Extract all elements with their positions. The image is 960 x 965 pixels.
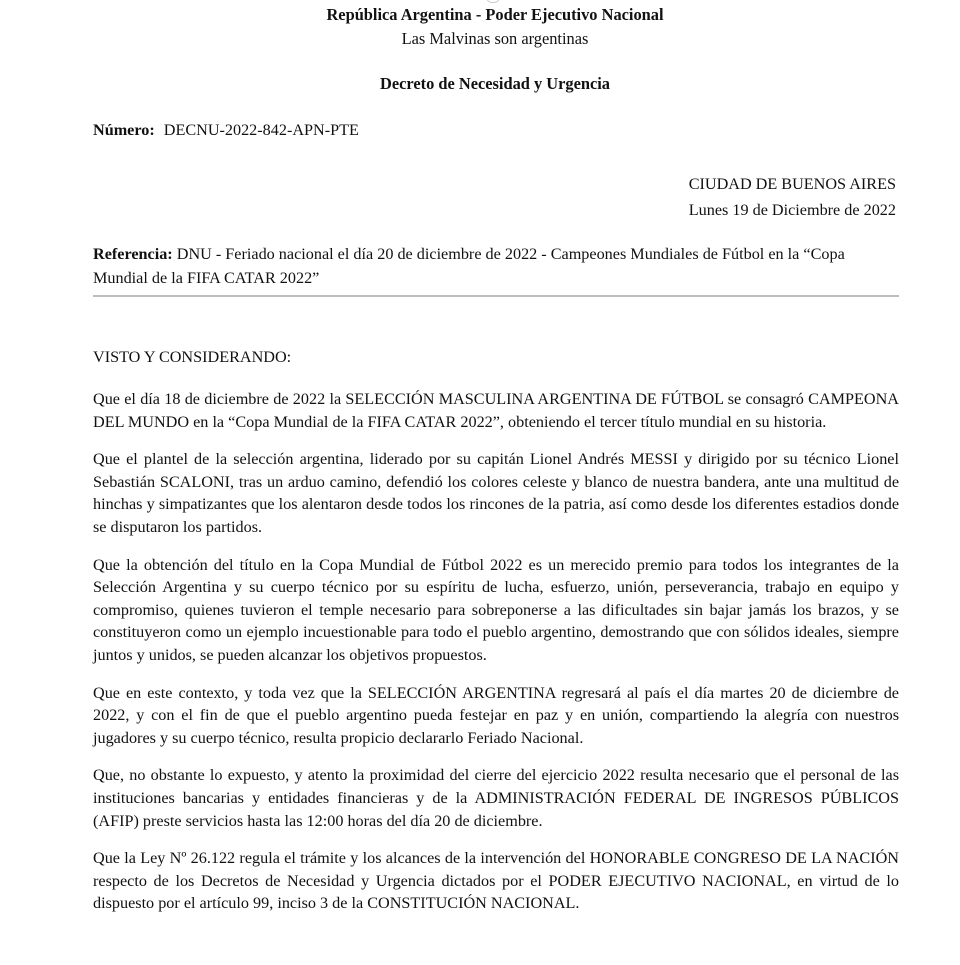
document-type-title: Decreto de Necesidad y Urgencia: [379, 74, 610, 93]
header-motto: Las Malvinas son argentinas: [401, 29, 589, 48]
document-number-label: Número:: [93, 121, 155, 139]
document-number: [93, 121, 359, 140]
considerando-paragraphs: [93, 388, 899, 930]
reference-block: [93, 242, 893, 290]
paragraph: Que, no obstante lo expuesto, y atento la proximidad del cierre del ejercicio 2022 resulta necesario que el personal de las instituciones bancarias y entidades financieras y de la ADMINISTRACIÓN FEDERAL DE INGRESOS PÚBLICOS (AFIP) preste servicios hasta las 12:00 horas del día 20 de diciembre.: [93, 766, 899, 830]
place-date: Lunes 19 de Diciembre de 2022: [688, 201, 896, 219]
escudo-icon: [486, 0, 500, 3]
paragraph: Que el día 18 de diciembre de 2022 la SELECCIÓN MASCULINA ARGENTINA DE FÚTBOL se consagró CAMPEONA DEL MUNDO en la “Copa Mundial de la FIFA CATAR 2022”, obteniendo el tercer título mundial en su historia.: [93, 390, 899, 431]
header-institution: República Argentina - Poder Ejecutivo Nacional: [326, 5, 664, 24]
section-divider: [93, 295, 899, 297]
paragraph: Que la Ley Nº 26.122 regula el trámite y los alcances de la intervención del HONORABLE CONGRESO DE LA NACIÓN respecto de los Decretos de Necesidad y Urgencia dictados por el PODER EJECUTIVO NACIONAL, en virtud de lo dispuesto por el artículo 99, inciso 3 de la CONSTITUCIÓN NACIONAL.: [93, 849, 899, 913]
place-date-block: [689, 171, 896, 223]
paragraph: Que el plantel de la selección argentina, liderado por su capitán Lionel Andrés MESSI y dirigido por su técnico Lionel Sebastián SCALONI, tras un arduo camino, defendió los colores celeste y blanco de nuestra bandera, ante una multitud de hinchas y simpatizantes que los alentaron desde todos los rincones de la patria, así como desde los diferentes estadios donde se disputaron los partidos.: [93, 450, 899, 536]
reference-label: Referencia:: [93, 245, 173, 263]
reference-text: DNU - Feriado nacional el día 20 de diciembre de 2022 - Campeones Mundiales de Fútbol en la “Copa Mundial de la FIFA CATAR 2022”: [93, 245, 845, 287]
paragraph: Que en este contexto, y toda vez que la SELECCIÓN ARGENTINA regresará al país el día martes 20 de diciembre de 2022, y con el fin de que el pueblo argentino pueda festejar en paz y en unión, compartiendo la alegría con nuestros jugadores y su cuerpo técnico, resulta propicio declararlo Feriado Nacional.: [93, 683, 899, 747]
document-number-value: DECNU-2022-842-APN-PTE: [163, 121, 359, 139]
visto-considerando-heading: VISTO Y CONSIDERANDO:: [93, 348, 292, 366]
paragraph: Que la obtención del título en la Copa Mundial de Fútbol 2022 es un merecido premio para todos los integrantes de la Selección Argentina y su cuerpo técnico por su espíritu de lucha, esfuerzo, unión, perseverancia, trabajo en equipo y compromiso, quienes tuvieron el temple necesario para sobreponerse a las dificultades sin bajar jamás los brazos, y se constituyeron como un ejemplo incuestionable para todo el pueblo argentino, demostrando que con sólidos ideales, siempre juntos y unidos, se pueden alcanzar los objetivos propuestos.: [93, 555, 899, 664]
place-city: CIUDAD DE BUENOS AIRES: [688, 175, 896, 193]
